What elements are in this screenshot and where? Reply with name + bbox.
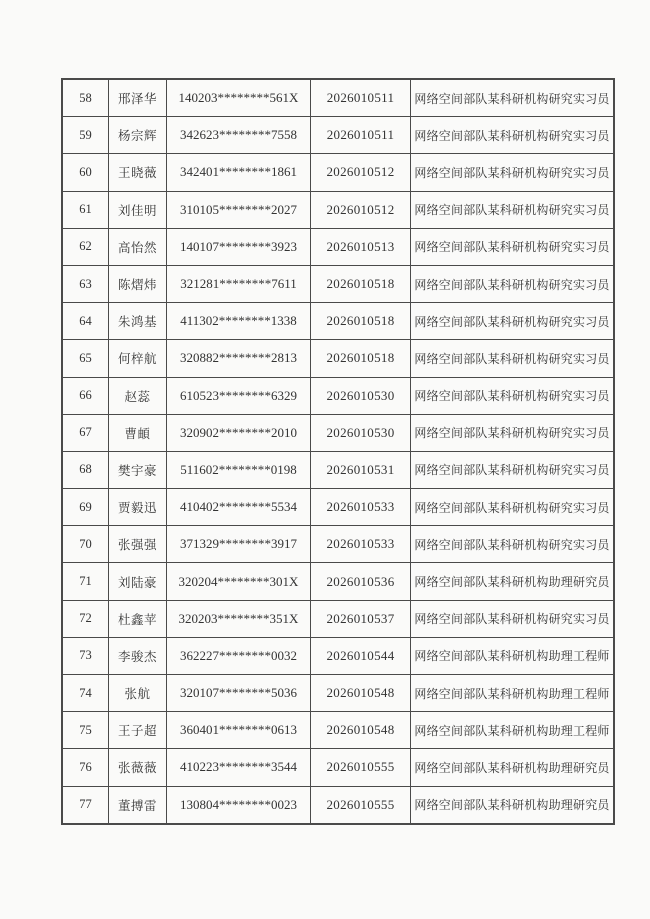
cell-position: 网络空间部队某科研机构研究实习员 xyxy=(411,154,615,191)
cell-id-number: 342623********7558 xyxy=(167,117,311,154)
table-row xyxy=(62,191,614,228)
cell-position: 网络空间部队某科研机构研究实习员 xyxy=(411,414,615,451)
cell-serial-number: 76 xyxy=(62,749,109,786)
cell-id-number: 140203********561X xyxy=(167,79,311,117)
cell-id-number: 320902********2010 xyxy=(167,414,311,451)
table-row xyxy=(62,786,614,824)
cell-name: 陈熠炜 xyxy=(109,265,167,302)
cell-id-number: 511602********0198 xyxy=(167,451,311,488)
cell-position: 网络空间部队某科研机构研究实习员 xyxy=(411,79,615,117)
cell-position: 网络空间部队某科研机构研究实习员 xyxy=(411,451,615,488)
cell-admission-code: 2026010533 xyxy=(311,526,411,563)
cell-name: 曹頔 xyxy=(109,414,167,451)
table-row xyxy=(62,228,614,265)
cell-id-number: 610523********6329 xyxy=(167,377,311,414)
table-row xyxy=(62,675,614,712)
table-row xyxy=(62,79,614,117)
cell-id-number: 320107********5036 xyxy=(167,675,311,712)
cell-serial-number: 71 xyxy=(62,563,109,600)
cell-serial-number: 77 xyxy=(62,786,109,824)
cell-position: 网络空间部队某科研机构研究实习员 xyxy=(411,117,615,154)
cell-position: 网络空间部队某科研机构研究实习员 xyxy=(411,526,615,563)
cell-id-number: 362227********0032 xyxy=(167,637,311,674)
cell-position: 网络空间部队某科研机构助理研究员 xyxy=(411,563,615,600)
cell-position: 网络空间部队某科研机构助理工程师 xyxy=(411,637,615,674)
cell-serial-number: 66 xyxy=(62,377,109,414)
cell-name: 刘佳明 xyxy=(109,191,167,228)
roster-table xyxy=(61,78,615,825)
cell-name: 张航 xyxy=(109,675,167,712)
cell-position: 网络空间部队某科研机构助理工程师 xyxy=(411,675,615,712)
cell-name: 赵蕊 xyxy=(109,377,167,414)
table-row xyxy=(62,303,614,340)
cell-serial-number: 64 xyxy=(62,303,109,340)
roster-table-body xyxy=(62,79,614,824)
cell-name: 贾毅迅 xyxy=(109,489,167,526)
cell-position: 网络空间部队某科研机构研究实习员 xyxy=(411,303,615,340)
table-row xyxy=(62,265,614,302)
table-row xyxy=(62,377,614,414)
cell-name: 王晓薇 xyxy=(109,154,167,191)
cell-admission-code: 2026010555 xyxy=(311,786,411,824)
cell-position: 网络空间部队某科研机构助理工程师 xyxy=(411,712,615,749)
cell-position: 网络空间部队某科研机构研究实习员 xyxy=(411,265,615,302)
cell-name: 张强强 xyxy=(109,526,167,563)
cell-name: 杨宗辉 xyxy=(109,117,167,154)
cell-name: 王子超 xyxy=(109,712,167,749)
cell-admission-code: 2026010544 xyxy=(311,637,411,674)
cell-admission-code: 2026010530 xyxy=(311,377,411,414)
cell-admission-code: 2026010511 xyxy=(311,117,411,154)
cell-position: 网络空间部队某科研机构助理研究员 xyxy=(411,786,615,824)
cell-serial-number: 62 xyxy=(62,228,109,265)
cell-name: 朱鸿基 xyxy=(109,303,167,340)
cell-name: 刘陆豪 xyxy=(109,563,167,600)
cell-name: 何梓航 xyxy=(109,340,167,377)
cell-admission-code: 2026010512 xyxy=(311,154,411,191)
cell-id-number: 320882********2813 xyxy=(167,340,311,377)
cell-position: 网络空间部队某科研机构研究实习员 xyxy=(411,191,615,228)
cell-admission-code: 2026010555 xyxy=(311,749,411,786)
cell-id-number: 320203********351X xyxy=(167,600,311,637)
cell-id-number: 321281********7611 xyxy=(167,265,311,302)
cell-admission-code: 2026010548 xyxy=(311,712,411,749)
table-row xyxy=(62,414,614,451)
cell-admission-code: 2026010518 xyxy=(311,303,411,340)
cell-admission-code: 2026010518 xyxy=(311,265,411,302)
cell-admission-code: 2026010512 xyxy=(311,191,411,228)
cell-name: 樊宇豪 xyxy=(109,451,167,488)
table-row xyxy=(62,526,614,563)
cell-serial-number: 67 xyxy=(62,414,109,451)
table-row xyxy=(62,451,614,488)
cell-name: 张薇薇 xyxy=(109,749,167,786)
cell-position: 网络空间部队某科研机构研究实习员 xyxy=(411,377,615,414)
cell-serial-number: 72 xyxy=(62,600,109,637)
table-row xyxy=(62,563,614,600)
cell-serial-number: 60 xyxy=(62,154,109,191)
cell-position: 网络空间部队某科研机构研究实习员 xyxy=(411,340,615,377)
cell-id-number: 411302********1338 xyxy=(167,303,311,340)
table-row xyxy=(62,749,614,786)
cell-id-number: 371329********3917 xyxy=(167,526,311,563)
cell-serial-number: 75 xyxy=(62,712,109,749)
cell-serial-number: 69 xyxy=(62,489,109,526)
cell-position: 网络空间部队某科研机构研究实习员 xyxy=(411,228,615,265)
table-row xyxy=(62,117,614,154)
cell-admission-code: 2026010518 xyxy=(311,340,411,377)
cell-id-number: 140107********3923 xyxy=(167,228,311,265)
cell-id-number: 410223********3544 xyxy=(167,749,311,786)
cell-serial-number: 74 xyxy=(62,675,109,712)
cell-admission-code: 2026010513 xyxy=(311,228,411,265)
cell-id-number: 320204********301X xyxy=(167,563,311,600)
cell-name: 董搏雷 xyxy=(109,786,167,824)
cell-serial-number: 61 xyxy=(62,191,109,228)
cell-admission-code: 2026010548 xyxy=(311,675,411,712)
cell-serial-number: 70 xyxy=(62,526,109,563)
cell-id-number: 130804********0023 xyxy=(167,786,311,824)
cell-name: 杜鑫苹 xyxy=(109,600,167,637)
cell-admission-code: 2026010530 xyxy=(311,414,411,451)
table-row xyxy=(62,489,614,526)
cell-position: 网络空间部队某科研机构研究实习员 xyxy=(411,489,615,526)
table-row xyxy=(62,637,614,674)
cell-position: 网络空间部队某科研机构助理研究员 xyxy=(411,749,615,786)
cell-id-number: 410402********5534 xyxy=(167,489,311,526)
cell-serial-number: 65 xyxy=(62,340,109,377)
cell-admission-code: 2026010531 xyxy=(311,451,411,488)
cell-name: 高怡然 xyxy=(109,228,167,265)
table-row xyxy=(62,712,614,749)
cell-id-number: 310105********2027 xyxy=(167,191,311,228)
cell-serial-number: 58 xyxy=(62,79,109,117)
cell-name: 邢泽华 xyxy=(109,79,167,117)
table-row xyxy=(62,340,614,377)
cell-admission-code: 2026010511 xyxy=(311,79,411,117)
cell-serial-number: 59 xyxy=(62,117,109,154)
cell-admission-code: 2026010537 xyxy=(311,600,411,637)
cell-id-number: 360401********0613 xyxy=(167,712,311,749)
cell-serial-number: 68 xyxy=(62,451,109,488)
cell-admission-code: 2026010536 xyxy=(311,563,411,600)
table-row xyxy=(62,154,614,191)
cell-name: 李骏杰 xyxy=(109,637,167,674)
cell-admission-code: 2026010533 xyxy=(311,489,411,526)
cell-serial-number: 63 xyxy=(62,265,109,302)
table-row xyxy=(62,600,614,637)
cell-serial-number: 73 xyxy=(62,637,109,674)
cell-position: 网络空间部队某科研机构研究实习员 xyxy=(411,600,615,637)
cell-id-number: 342401********1861 xyxy=(167,154,311,191)
